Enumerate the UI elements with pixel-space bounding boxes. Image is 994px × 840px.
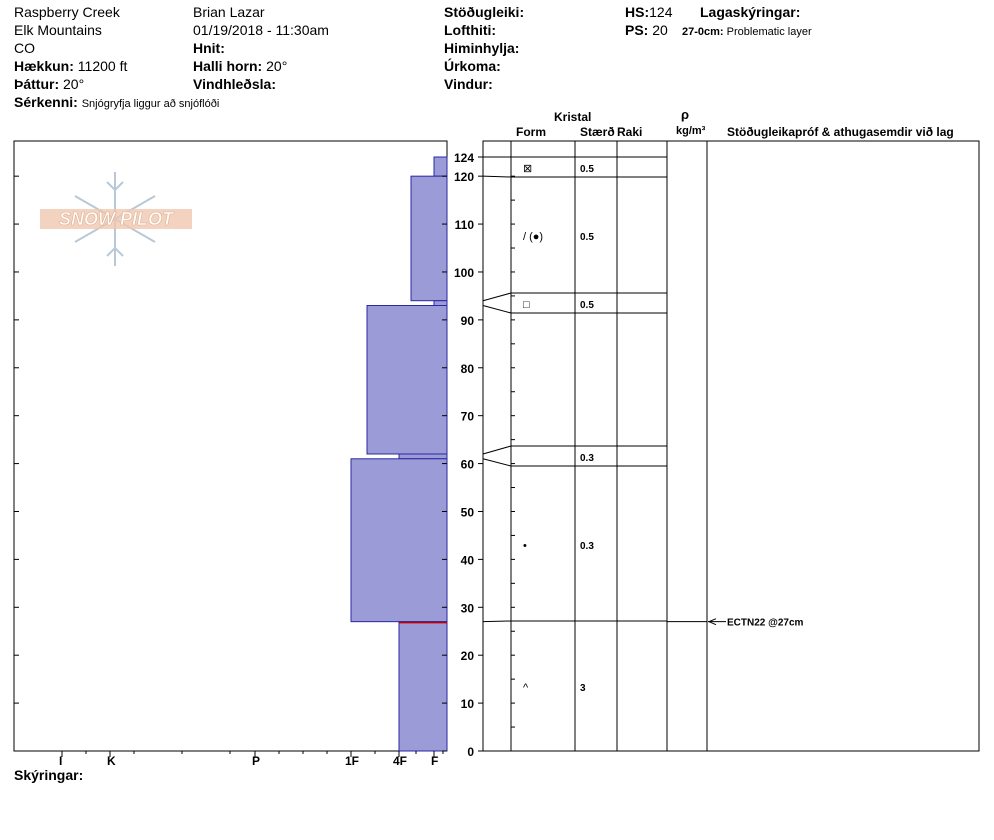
- density-unit-header: kg/m³: [676, 125, 706, 137]
- depth-axis-label: 124: [453, 151, 474, 165]
- hardness-bar: [434, 301, 447, 306]
- grain-size-value: 3: [580, 683, 586, 694]
- air-temp-label: Lofthiti:: [444, 22, 497, 38]
- depth-axis-label: 50: [460, 505, 474, 520]
- rho-header: ρ: [681, 107, 690, 122]
- grain-form-symbol: •: [523, 540, 527, 552]
- location-name: Raspberry Creek: [14, 4, 120, 20]
- grain-form-symbol: □: [523, 299, 530, 311]
- grain-form-symbol: ⊠: [523, 163, 533, 175]
- ps-value: 20: [652, 22, 668, 38]
- hardness-bar: [351, 459, 447, 622]
- hs-value: 124: [649, 4, 673, 20]
- wind-label: Vindur:: [444, 76, 493, 92]
- depth-axis-label: 40: [460, 553, 474, 568]
- precip-label: Úrkoma:: [444, 58, 501, 74]
- hardness-bar: [367, 306, 447, 455]
- hardness-tick-label: F: [431, 754, 439, 768]
- layer-connector: [483, 446, 511, 454]
- depth-axis-label: 10: [460, 697, 474, 712]
- aspect-value: 20°: [63, 76, 85, 92]
- depth-axis-label: 90: [460, 313, 474, 328]
- ps-label: PS:: [625, 22, 649, 38]
- observation-datetime: 01/19/2018 - 11:30am: [193, 22, 329, 38]
- grain-size-value: 0.5: [580, 300, 594, 311]
- elevation-label: Hækkun:: [14, 58, 74, 74]
- elevation-value: 11200 ft: [77, 58, 128, 74]
- grain-size-value: 0.5: [580, 164, 594, 175]
- features-label: Sérkenni:: [14, 94, 78, 110]
- grain-size-value: 0.3: [580, 453, 594, 464]
- hardness-tick-label: 4F: [393, 754, 408, 768]
- moisture-header: Raki: [617, 125, 643, 139]
- features-value: Snjógryfja liggur að snjóflóði: [81, 98, 220, 110]
- grain-size-value: 0.5: [580, 232, 594, 243]
- depth-axis-label: 30: [460, 601, 474, 616]
- slope-value: 20°: [266, 58, 288, 74]
- grain-size-value: 0.3: [580, 541, 594, 552]
- depth-axis-label: 100: [453, 265, 474, 280]
- depth-axis-label: 80: [460, 361, 474, 376]
- tests-header: Stöðugleikapróf & athugasemdir við lag: [727, 125, 954, 139]
- layer-notes-label: Lagaskýringar:: [700, 4, 801, 20]
- depth-axis-label: 70: [460, 409, 474, 424]
- sky-label: Himinhylja:: [444, 40, 520, 56]
- hardness-tick-label: K: [107, 754, 116, 768]
- hs-label: HS:: [625, 4, 650, 20]
- state: CO: [14, 40, 35, 56]
- hardness-bar: [399, 454, 447, 459]
- crystal-header: Kristal: [554, 110, 592, 124]
- grain-form-symbol: / (●): [523, 231, 544, 243]
- hardness-tick-label: P: [252, 754, 261, 768]
- hardness-bar: [434, 157, 447, 176]
- notes-label: Skýringar:: [14, 767, 84, 783]
- layer-connector: [483, 176, 511, 177]
- layer-connector: [483, 306, 511, 314]
- size-header: Stærð: [580, 125, 615, 139]
- aspect-label: Þáttur:: [14, 76, 60, 92]
- slope-label: Halli horn:: [193, 58, 263, 74]
- hardness-tick-label: I: [59, 754, 63, 768]
- stability-test-label: ECTN22 @27cm: [727, 617, 804, 629]
- coords-label: Hnit:: [193, 40, 225, 56]
- mountain-range: Elk Mountains: [14, 22, 102, 38]
- depth-axis-label: 60: [460, 457, 474, 472]
- depth-axis-label: 120: [453, 170, 474, 185]
- depth-axis-label: 110: [454, 218, 474, 233]
- form-header: Form: [516, 125, 546, 139]
- layer-connector: [483, 621, 511, 622]
- depth-axis-label: 0: [467, 745, 474, 759]
- layer-note-range: 27-0cm:: [682, 26, 724, 38]
- layer-connector: [483, 459, 511, 466]
- logo-text: SNOW PILOT: [59, 209, 173, 229]
- snowpilot-logo: [40, 172, 192, 266]
- stability-label: Stöðugleiki:: [444, 4, 525, 20]
- depth-axis-label: 20: [460, 649, 474, 664]
- observer-name: Brian Lazar: [193, 4, 265, 20]
- grain-form-symbol: ^: [523, 682, 529, 694]
- layer-note-text: Problematic layer: [726, 26, 812, 38]
- hardness-bar: [399, 622, 447, 751]
- hardness-tick-label: 1F: [345, 754, 360, 768]
- layer-connector: [483, 293, 511, 301]
- wind-loading-label: Vindhleðsla:: [193, 76, 276, 92]
- hardness-bar: [411, 176, 447, 301]
